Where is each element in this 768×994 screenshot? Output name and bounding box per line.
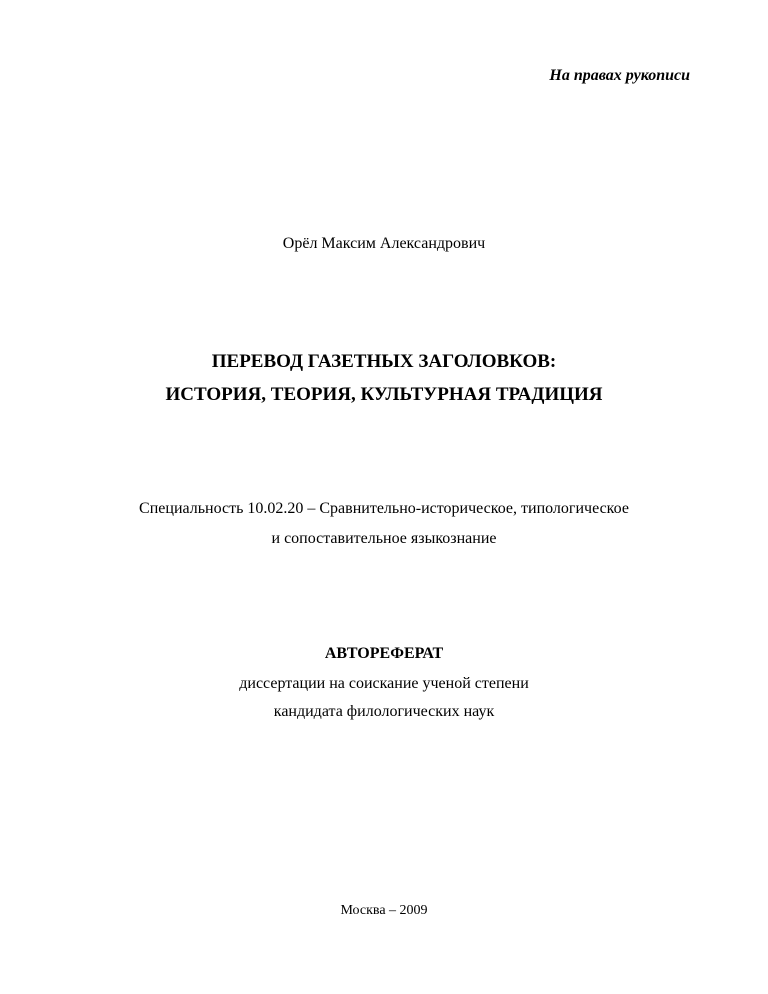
dissertation-line-1: диссертации на соискание ученой степени [239, 675, 529, 692]
rights-note: На правах рукописи [549, 67, 690, 84]
title-line-2: ИСТОРИЯ, ТЕОРИЯ, КУЛЬТУРНАЯ ТРАДИЦИЯ [165, 384, 603, 405]
title-line-1: ПЕРЕВОД ГАЗЕТНЫХ ЗАГОЛОВКОВ: [211, 351, 557, 372]
place-year: Москва – 2009 [340, 903, 428, 918]
specialty-line-1: Специальность 10.02.20 – Сравнительно-историческое, типологическое [139, 500, 629, 517]
author-name: Орёл Максим Александрович [282, 235, 486, 252]
specialty-line-2: и сопоставительное языкознание [271, 530, 497, 547]
abstract-heading: АВТОРЕФЕРАТ [324, 645, 444, 662]
dissertation-line-2: кандидата филологических наук [273, 703, 495, 720]
